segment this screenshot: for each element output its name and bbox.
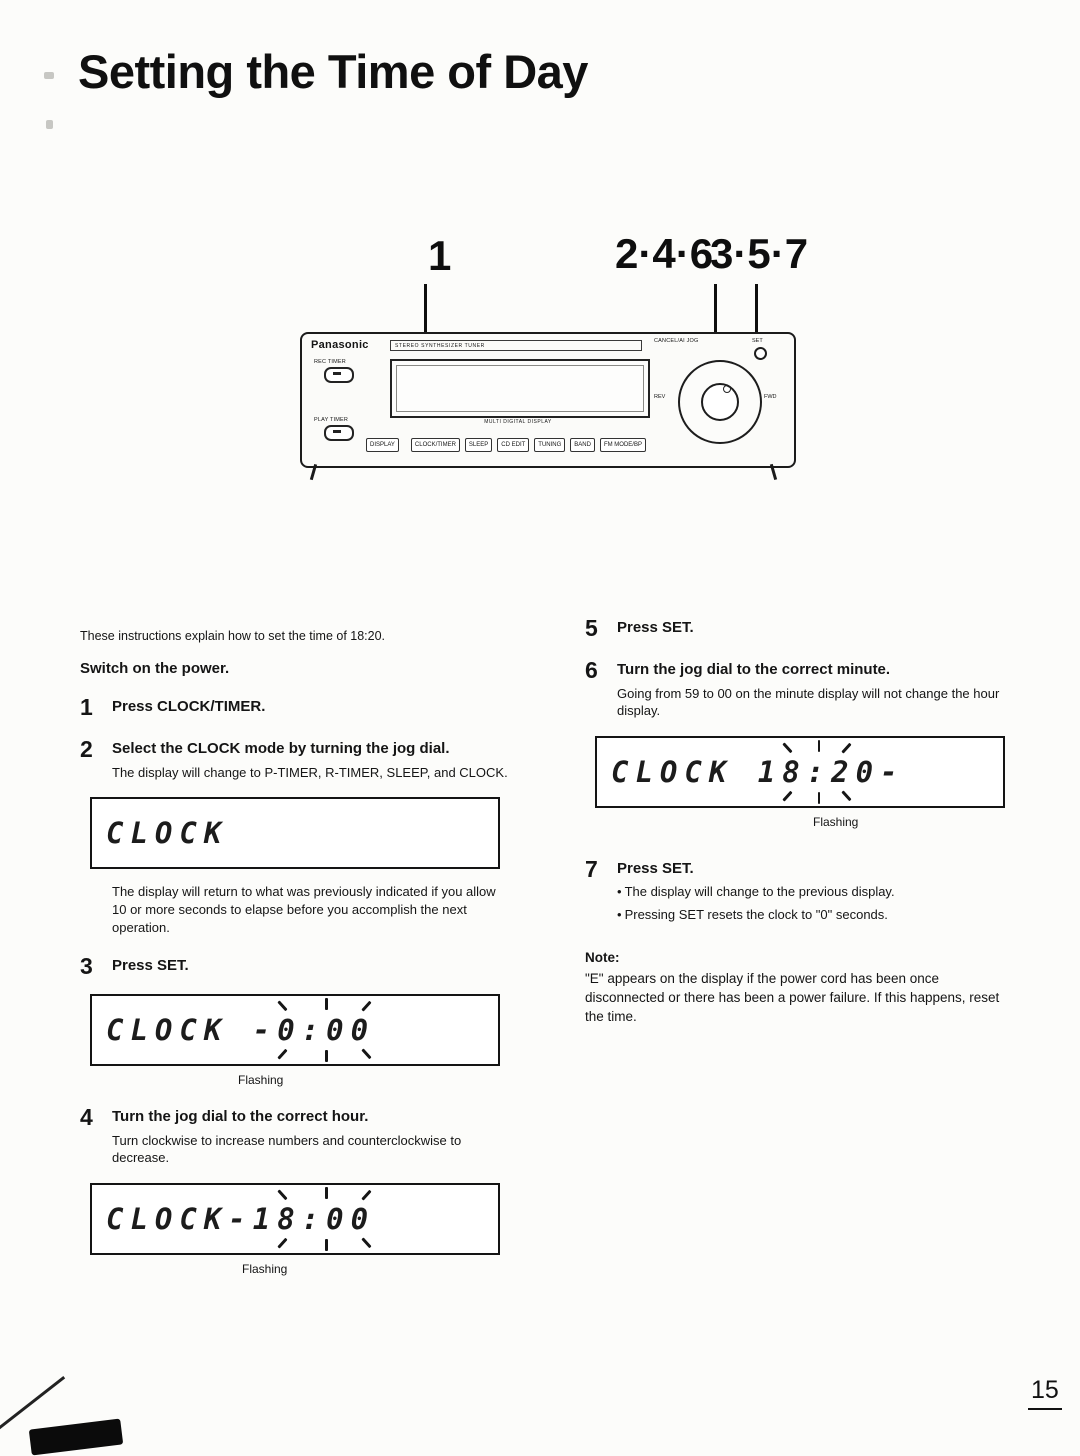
set-button xyxy=(754,347,767,360)
rec-timer-button xyxy=(324,367,354,383)
cancel-ai-jog-label: CANCEL/AI JOG xyxy=(654,338,699,344)
flash-ray xyxy=(783,742,793,753)
step-6 xyxy=(585,657,1017,720)
display-button: DISPLAY xyxy=(366,438,399,452)
page-number: 15 xyxy=(1028,1376,1062,1410)
step-7 xyxy=(585,855,1017,924)
power-heading: Switch on the power. xyxy=(80,660,230,678)
cd-edit-button: CD EDIT xyxy=(497,438,529,452)
step-title: Turn the jog dial to the correct hour. xyxy=(112,1108,369,1126)
fwd-label: FWD xyxy=(764,394,777,400)
scan-artifact xyxy=(44,72,54,79)
scan-artifact xyxy=(29,1418,123,1455)
step-number: 6 xyxy=(585,657,598,684)
step-title: Press SET. xyxy=(617,619,694,636)
sleep-button: SLEEP xyxy=(465,438,492,452)
right-column xyxy=(585,615,1017,1027)
rev-label: REV xyxy=(654,394,666,400)
lcd-text: CLOCK - xyxy=(106,1013,278,1048)
lcd-text: CLOCK-1 xyxy=(106,1201,278,1236)
display-window-inner xyxy=(396,365,644,412)
flash-ray xyxy=(361,1190,371,1201)
flash-ray xyxy=(325,1050,328,1062)
timeout-note: The display will return to what was previously indicated if you allow 10 or more seconds to elapse before you accomplish the next operation. xyxy=(112,884,496,935)
step-body: Turn clockwise to increase numbers and counterclockwise to decrease. xyxy=(112,1132,462,1166)
step-bullet: • Pressing SET resets the clock to "0" seconds. xyxy=(617,907,1017,924)
step-5 xyxy=(585,615,1017,641)
lcd-text: CLOCK 1 xyxy=(611,754,783,789)
play-timer-button xyxy=(324,425,354,441)
flash-ray xyxy=(361,1001,371,1012)
brand-logo: Panasonic xyxy=(311,339,369,351)
flashing-digits xyxy=(277,1202,375,1236)
flash-ray xyxy=(361,1238,371,1249)
intro-text: These instructions explain how to set the time of 18:20. xyxy=(80,629,386,643)
step-2 xyxy=(80,736,512,781)
lcd-display-18-00 xyxy=(90,1183,500,1255)
step-number: 4 xyxy=(80,1104,93,1131)
lcd-text: 0- xyxy=(855,754,905,789)
jog-dial-inner xyxy=(701,383,739,421)
play-timer-label: PLAY TIMER xyxy=(314,417,349,423)
flash-ray xyxy=(841,742,851,753)
band-button: BAND xyxy=(570,438,595,452)
flash-ray xyxy=(818,792,821,804)
tuning-button: TUNING xyxy=(534,438,565,452)
callout-step-1: 1 xyxy=(428,232,452,279)
flash-ray xyxy=(841,790,851,801)
lcd-display-clock xyxy=(90,797,500,869)
flashing-digits xyxy=(782,755,855,789)
step-3 xyxy=(80,953,512,980)
note-body: "E" appears on the display if the power cord has been once disconnected or there has been a power failure. If this happens, reset the time. xyxy=(585,971,1000,1024)
callout-steps-3-5-7: 3·5·7 xyxy=(710,230,809,277)
step-title: Press CLOCK/TIMER. xyxy=(112,698,266,716)
step-number: 3 xyxy=(80,953,93,980)
flash-ray xyxy=(783,790,793,801)
step-number: 2 xyxy=(80,736,93,763)
step-body: The display will change to P-TIMER, R-TIMER, SLEEP, and CLOCK. xyxy=(112,764,508,780)
lcd-text-flash: 8:2 xyxy=(782,754,856,789)
page-title: Setting the Time of Day xyxy=(78,45,588,98)
note-heading: Note: xyxy=(585,950,620,966)
rec-timer-label: REC TIMER xyxy=(314,359,346,365)
model-label: STEREO SYNTHESIZER TUNER xyxy=(390,340,642,351)
step-number: 7 xyxy=(585,855,598,882)
flashing-caption: Flashing xyxy=(238,1073,284,1088)
tuner-illustration xyxy=(300,332,796,468)
scan-artifact xyxy=(46,120,53,129)
flash-ray xyxy=(325,1187,328,1199)
callout-steps-2-4-6: 2·4·6 xyxy=(615,230,714,277)
step-4 xyxy=(80,1104,512,1167)
flash-ray xyxy=(361,1049,371,1060)
clock-timer-button: CLOCK/TIMER xyxy=(411,438,460,452)
flash-ray xyxy=(278,1049,288,1060)
step-bullet: • The display will change to the previous display. xyxy=(617,884,1017,901)
flashing-caption: Flashing xyxy=(242,1261,288,1276)
step-1 xyxy=(80,694,512,721)
step-title: Press SET. xyxy=(112,957,189,975)
lcd-text: CLOCK xyxy=(106,816,229,851)
flash-ray xyxy=(325,998,328,1010)
left-column xyxy=(80,628,512,1276)
flashing-caption: Flashing xyxy=(813,814,859,829)
lcd-text-flash: 8:00 xyxy=(277,1201,376,1236)
display-window xyxy=(390,359,650,418)
step-number: 1 xyxy=(80,694,93,721)
front-panel-buttons xyxy=(366,438,646,452)
step-title: Select the CLOCK mode by turning the jog dial. xyxy=(112,740,450,758)
flash-ray xyxy=(278,1190,288,1201)
jog-dial-dimple xyxy=(723,385,731,393)
flash-ray xyxy=(325,1239,328,1251)
flash-ray xyxy=(818,740,821,752)
flash-ray xyxy=(278,1238,288,1249)
lcd-display-18-20 xyxy=(595,736,1005,808)
flashing-digits xyxy=(277,1013,375,1047)
set-label: SET xyxy=(752,338,763,344)
step-title: Press SET. xyxy=(617,859,694,877)
lcd-text-flash: 0:00 xyxy=(277,1013,376,1048)
step-title: Turn the jog dial to the correct minute. xyxy=(617,661,891,679)
display-window-caption: MULTI DIGITAL DISPLAY xyxy=(484,419,552,425)
step-body: Going from 59 to 00 on the minute display will not change the hour display. xyxy=(617,685,1000,719)
flash-ray xyxy=(278,1001,288,1012)
fm-mode-button: FM MODE/BP xyxy=(600,438,646,452)
lcd-display-0-00 xyxy=(90,994,500,1066)
step-number: 5 xyxy=(585,615,598,641)
